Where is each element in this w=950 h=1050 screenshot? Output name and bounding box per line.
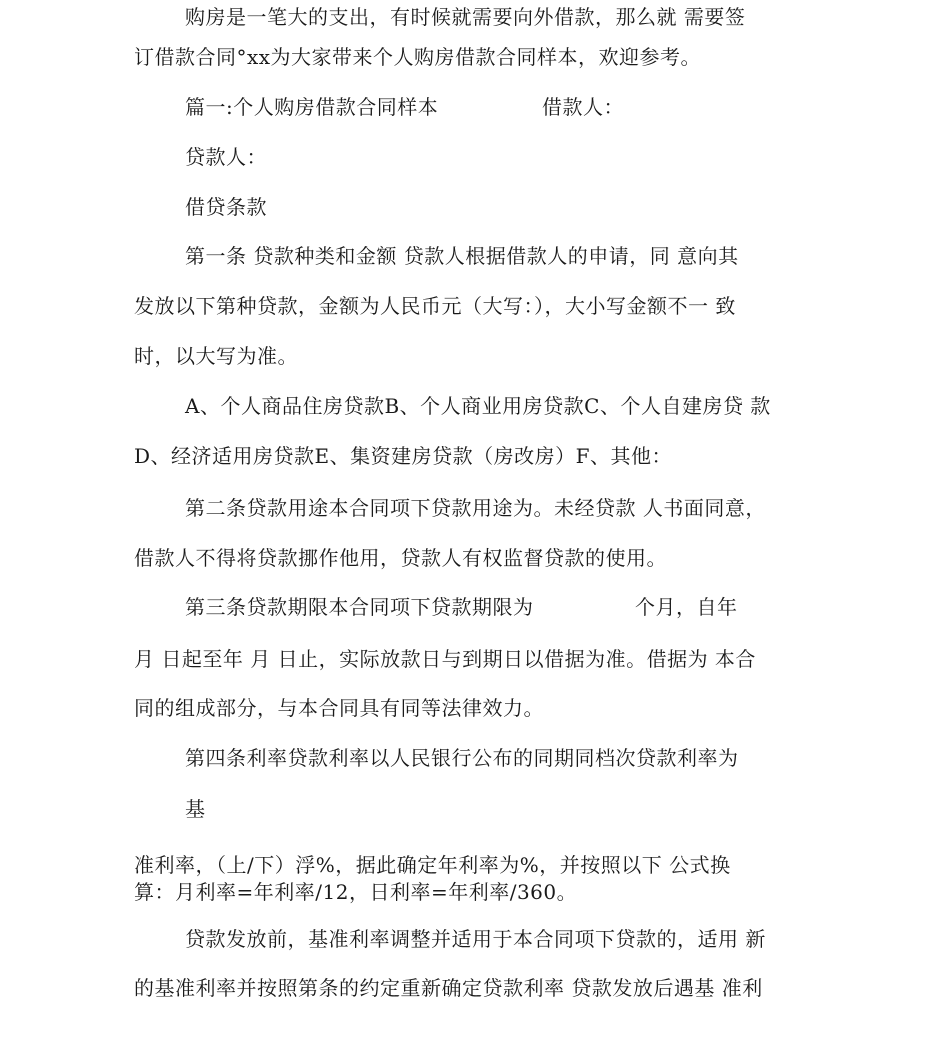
text-line: 时，以大写为准。 bbox=[134, 344, 298, 368]
lender-label: 贷款人： bbox=[185, 145, 267, 169]
text-line: 准利率，（上/下）浮%，据此确定年利率为%，并按照以下 公式换 bbox=[134, 853, 731, 877]
text-line: 购房是一笔大的支出，有时候就需要向外借款，那么就 需要签 bbox=[185, 5, 746, 29]
text-line: 的基准利率并按照第条的约定重新确定贷款利率 贷款发放后遇基 准利 bbox=[134, 976, 763, 1000]
text-line: 基 bbox=[185, 797, 206, 821]
text-line: 第四条利率贷款利率以人民银行公布的同期同档次贷款利率为 bbox=[185, 746, 739, 770]
section-subheading: 借贷条款 bbox=[185, 195, 267, 219]
text-line: 第二条贷款用途本合同项下贷款用途为。未经贷款 人书面同意， bbox=[185, 496, 766, 520]
text-line: 月 日起至年 月 日止，实际放款日与到期日以借据为准。借据为 本合 bbox=[134, 647, 756, 671]
text-line: 贷款发放前，基准利率调整并适用于本合同项下贷款的，适用 新 bbox=[185, 927, 766, 951]
text-line: D、经济适用房贷款E、集资建房贷款（房改房）F、其他： bbox=[134, 444, 673, 468]
text-line: 个月，自年 bbox=[635, 595, 738, 619]
text-line: 同的组成部分，与本合同具有同等法律效力。 bbox=[134, 696, 544, 720]
text-line: 订借款合同°xx为大家带来个人购房借款合同样本，欢迎参考。 bbox=[134, 45, 702, 69]
text-line: 借款人不得将贷款挪作他用，贷款人有权监督贷款的使用。 bbox=[134, 546, 667, 570]
section-heading: 篇一:个人购房借款合同样本 bbox=[185, 95, 439, 119]
text-line: 算：月利率=年利率/12，日利率=年利率/360。 bbox=[134, 880, 578, 904]
text-line: 发放以下第种贷款，金额为人民币元（大写：），大小写金额不一 致 bbox=[134, 294, 736, 318]
borrower-label: 借款人： bbox=[542, 95, 624, 119]
text-line: A、个人商品住房贷款B、个人商业用房贷款C、个人自建房贷 款 bbox=[185, 394, 771, 418]
text-line: 第三条贷款期限本合同项下贷款期限为 bbox=[185, 595, 534, 619]
text-line: 第一条 贷款种类和金额 贷款人根据借款人的申请，同 意向其 bbox=[185, 244, 739, 268]
